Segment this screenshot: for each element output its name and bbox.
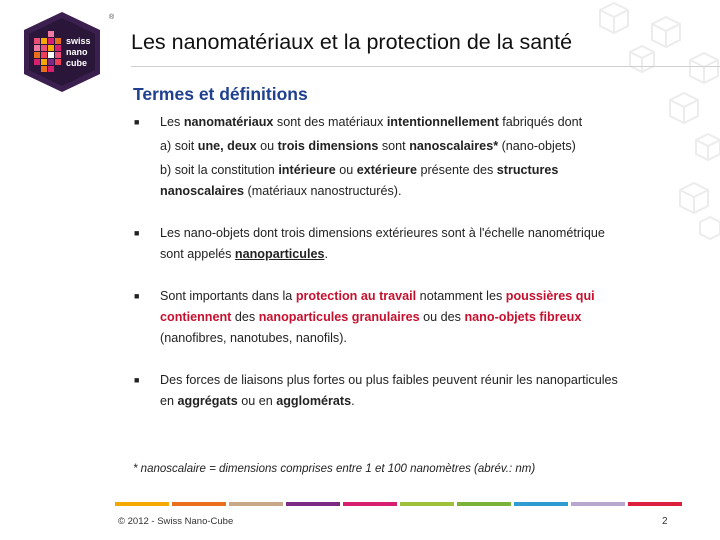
swiss-nano-cube-logo <box>16 8 120 96</box>
registered-mark: ® <box>109 14 115 21</box>
footer-color-segment <box>514 502 568 506</box>
bullet-square-icon: ■ <box>134 375 140 385</box>
footer-color-segment <box>628 502 682 506</box>
bullet-line: Les nanomatériaux sont des matériaux intentionnellement fabriqués dont <box>160 115 583 129</box>
footer-color-bar <box>115 502 682 506</box>
bullet-square-icon: ■ <box>134 117 140 127</box>
bullet-line: Des forces de liaisons plus fortes ou plus faibles peuvent réunir les nanoparticules en aggrégats ou en agglomérats. <box>160 373 618 408</box>
sub-item-b: b) soit la constitution intérieure ou extérieure présente des structures nanoscalaires (matériaux nanostructurés). <box>160 163 559 198</box>
footer-color-segment <box>457 502 511 506</box>
section-heading: Termes et définitions <box>133 84 308 104</box>
bullet-line: Les nano-objets dont trois dimensions extérieures sont à l'échelle nanométrique sont appelés nanoparticules. <box>160 226 605 261</box>
footnote: * nanoscalaire = dimensions comprises entre 1 et 100 nanomètres (abrév.: nm) <box>133 463 536 475</box>
logo-word-swiss: swiss <box>66 36 91 46</box>
bullet-item-aggregats <box>133 370 693 412</box>
copyright-text: © 2012 - Swiss Nano-Cube <box>118 516 234 527</box>
logo-word-cube: cube <box>66 58 88 68</box>
bullet-item-nanoparticules <box>133 223 693 265</box>
slide-title: Les nanomatériaux et la protection de la santé <box>131 30 573 54</box>
footer-color-segment <box>115 502 169 506</box>
footer-color-segment <box>172 502 226 506</box>
definitions-body <box>133 112 693 412</box>
bullet-item-nanomateriaux <box>133 112 693 133</box>
footer-color-segment <box>571 502 625 506</box>
page-number: 2 <box>662 516 668 527</box>
footer-color-segment <box>229 502 283 506</box>
title-divider <box>131 66 720 67</box>
sub-item-a: a) soit une, deux ou trois dimensions sont nanoscalaires* (nano-objets) <box>160 139 576 153</box>
footer-color-segment <box>343 502 397 506</box>
bullet-item-protection <box>133 286 693 349</box>
footer-color-segment <box>286 502 340 506</box>
bullet-line: Sont importants dans la protection au travail notamment les poussières qui contiennent des nanoparticules granulaires ou des nano-objets fibreux (nanofibres, nanotubes, nanofils). <box>160 289 595 345</box>
bullet-square-icon: ■ <box>134 291 140 301</box>
logo-word-nano: nano <box>66 47 88 57</box>
footer-color-segment <box>400 502 454 506</box>
bullet-square-icon: ■ <box>134 228 140 238</box>
